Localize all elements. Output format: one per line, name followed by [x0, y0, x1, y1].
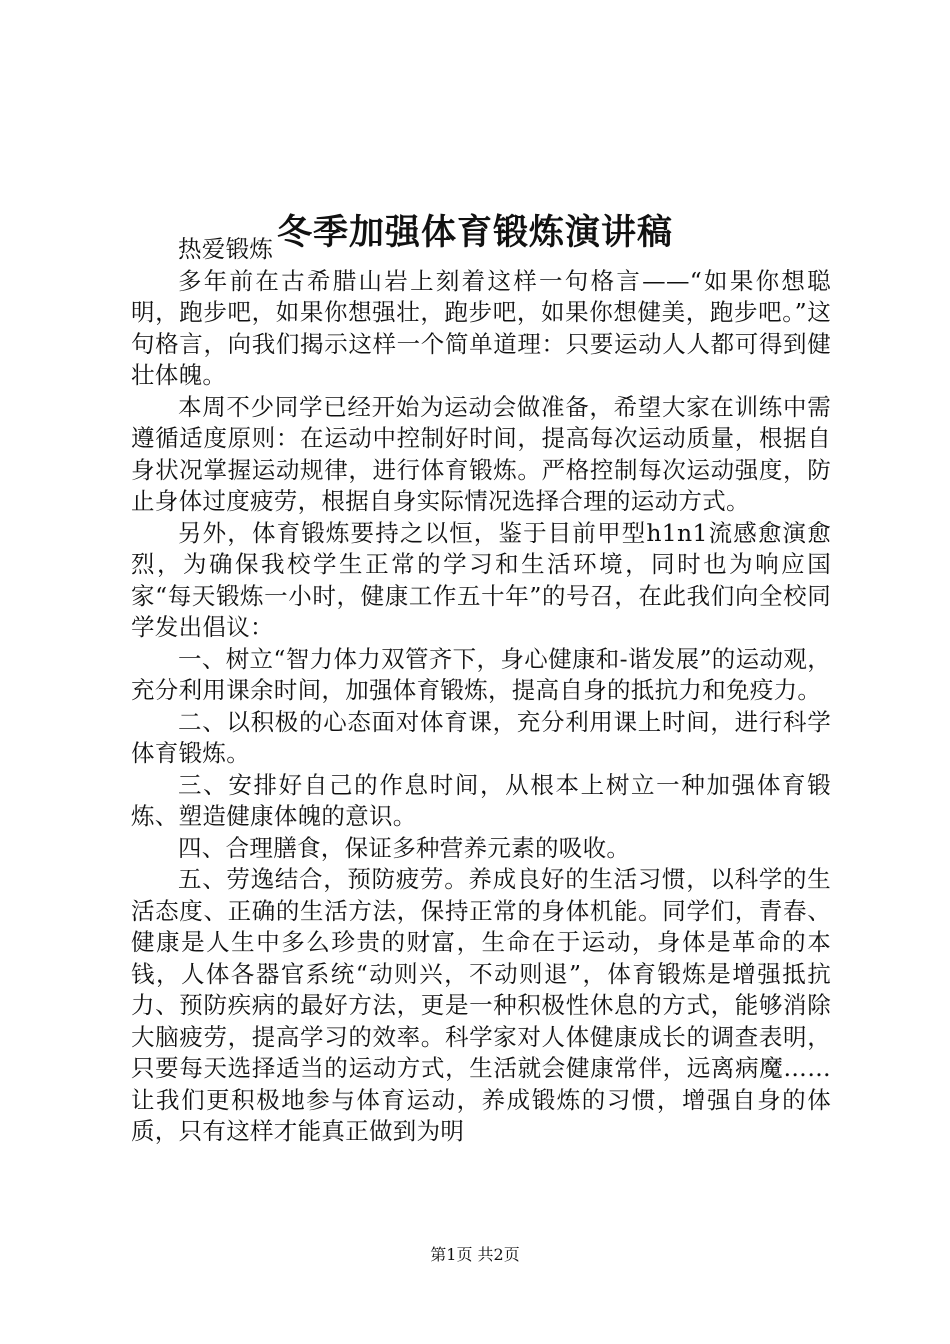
paragraph-item-3: 三、安排好自己的作息时间，从根本上树立一种加强体育锻炼、塑造健康体魄的意识。	[131, 770, 831, 830]
paragraph-proposal: 另外，体育锻炼要持之以恒，鉴于目前甲型h1n1流感愈演愈烈，为确保我校学生正常的学习和生活环境，同时也为响应国家“每天锻炼一小时，健康工作五十年”的号召，在此我们向全校同学发出倡议：	[131, 518, 831, 641]
page-footer: 第1页 共2页	[430, 1245, 520, 1264]
document-body	[131, 234, 831, 1148]
paragraph-item-5: 五、劳逸结合，预防疲劳。养成良好的生活习惯，以科学的生活态度、正确的生活方法，保持正常的身体机能。同学们，青春、健康是人生中多么珍贵的财富，生命在于运动，身体是革命的本钱，人体各器官系统“动则兴，不动则退”，体育锻炼是增强抵抗力、预防疾病的最好方法，更是一种积极性休息的方式，能够消除大脑疲劳，提高学习的效率。科学家对人体健康成长的调查表明，只要每天选择适当的运动方式，生活就会健康常伴，远离病魔……让我们更积极地参与体育运动，养成锻炼的习惯，增强自身的体质，只有这样才能真正做到为明	[131, 865, 831, 1145]
paragraph-subtitle: 热爱锻炼	[178, 235, 274, 263]
paragraph-motto: 多年前在古希腊山岩上刻着这样一句格言——“如果你想聪明，跑步吧，如果你想强壮，跑步吧，如果你想健美，跑步吧。”这句格言，向我们揭示这样一个简单道理：只要运动人人都可得到健壮体魄。	[131, 266, 831, 389]
paragraph-item-4: 四、合理膳食，保证多种营养元素的吸收。	[178, 833, 631, 862]
document-title: 冬季加强体育锻炼演讲稿	[276, 212, 673, 254]
paragraph-item-1: 一、树立“智力体力双管齐下，身心健康和-谐发展”的运动观，充分利用课余时间，加强体育锻炼，提高自身的抵抗力和免疫力。	[131, 644, 831, 704]
paragraph-item-2: 二、以积极的心态面对体育课，充分利用课上时间，进行科学体育锻炼。	[131, 707, 831, 767]
paragraph-training: 本周不少同学已经开始为运动会做准备，希望大家在训练中需遵循适度原则：在运动中控制好时间，提高每次运动质量，根据自身状况掌握运动规律，进行体育锻炼。严格控制每次运动强度，防止身体过度疲劳，根据自身实际情况选择合理的运动方式。	[131, 392, 831, 515]
